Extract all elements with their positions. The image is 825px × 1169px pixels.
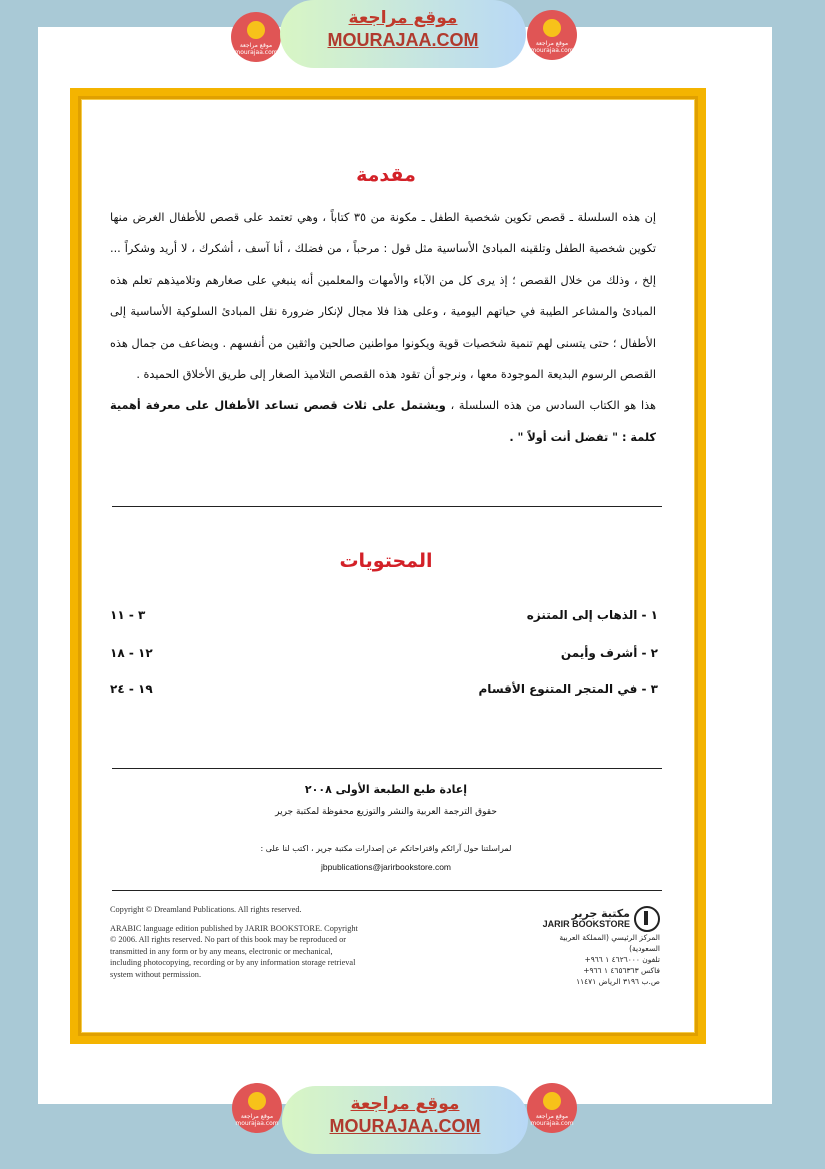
intro-paragraph-1: إن هذه السلسلة ـ قصص تكوين شخصية الطفل ـ مكونة من ٣٥ كتاباً ، وهي تعتمد على قصص للأطفال الغرض منها تكوين شخصية الطفل وتلقينه المبادئ الأساسية مثل قول : مرحباً ، من فضلك ، أنا آسف ، أشكرك ، لا أريد وشكراً ... إلخ ، وذلك من خلال القصص ؛ إذ يرى كل من الآباء والأمهات والمعلمين أنه ينبغي على صغارهم وتلاميذهم تعلم هذه المبادئ والمشاعر الطيبة في حياتهم اليومية ، وعلى هذا فلا مجال لإنكار ضرورة نقل المبادئ السلوكية الأساسية إلى الأطفال ؛ حتى يتسنى لهم تنمية شخصيات قوية ويكونوا مواطنين صالحين واثقين من أنفسهم . ويضاعف من جمال هذه القصص الرسوم البديعة الموجودة معها ، ونرجو أن تقود هذه القصص التلاميذ الصغار إلى طريق الأخلاق الحميدة . (110, 211, 657, 382)
toc-heading: المحتويات (339, 550, 433, 572)
toc-item-pages: ٣ - ١١ (110, 608, 146, 622)
badge-latin: mourajaa.com (530, 1120, 574, 1127)
page-content (90, 110, 682, 1026)
badge-arabic: موقع مراجعة (239, 42, 273, 49)
jarir-logo-icon (634, 906, 660, 932)
badge-latin: mourajaa.com (235, 1120, 279, 1127)
toc-item-title: ١ - الذهاب إلى المتنزه (526, 608, 658, 622)
toc-item-title: ٣ - في المتجر المتنوع الأقسام (478, 682, 658, 696)
publisher-fax: فاكس ٤٦٥٦٣٦٣ ١ ٩٦٦+ (583, 966, 660, 975)
publisher-hq: المركز الرئيسي (المملكة العربية السعودية) (559, 933, 660, 953)
intro-paragraph-2-plain: هذا هو الكتاب السادس من هذه السلسلة ، (450, 399, 657, 413)
toc-item-title: ٢ - أشرف وأيمن (560, 646, 658, 660)
intro-paragraph-2 (110, 390, 656, 453)
english-copyright (110, 904, 360, 988)
banner-latin: MOURAJAA.COM (329, 1116, 481, 1136)
book-icon (247, 21, 265, 39)
copyright-line-1: Copyright © Dreamland Publications. All rights reserved. (110, 905, 302, 914)
site-badge-left-top (231, 12, 281, 62)
book-icon (543, 1092, 561, 1110)
badge-arabic: موقع مراجعة (240, 1113, 274, 1120)
divider-3 (112, 890, 662, 891)
publisher-pobox: ص.ب ٣١٩٦ الرياض ١١٤٧١ (576, 977, 660, 986)
badge-arabic: موقع مراجعة (535, 40, 569, 47)
site-badge-right-bottom (527, 1083, 577, 1133)
edition-title: إعادة طبع الطبعة الأولى ٢٠٠٨ (304, 783, 468, 796)
edition-contact: لمراسلتنا حول آرائكم واقتراحاتكم عن إصدارات مكتبة جرير ، اكتب لنا على : (260, 844, 512, 853)
divider-2 (112, 768, 662, 769)
site-banner-bottom[interactable] (282, 1086, 528, 1154)
toc-item (110, 646, 658, 670)
banner-arabic: موقع مراجعة (348, 8, 458, 28)
book-icon (248, 1092, 266, 1110)
publisher-phone: تلفون ٤٦٢٦٠٠٠ ١ ٩٦٦+ (584, 955, 660, 964)
divider-1 (112, 506, 662, 507)
site-banner-top[interactable] (280, 0, 526, 68)
edition-email[interactable]: jbpublications@jarirbookstore.com (320, 862, 452, 872)
edition-rights: حقوق الترجمة العربية والنشر والتوزيع محفوظة لمكتبة جرير (275, 807, 497, 817)
intro-text (110, 202, 656, 453)
publisher-name-english: JARIR BOOKSTORE (542, 919, 630, 929)
book-icon (543, 19, 561, 37)
intro-heading: مقدمة (356, 164, 416, 186)
badge-latin: mourajaa.com (530, 47, 574, 54)
toc-item-pages: ١٩ - ٢٤ (110, 682, 153, 696)
banner-latin: MOURAJAA.COM (327, 30, 479, 50)
publisher-block (540, 906, 660, 987)
toc-item-pages: ١٢ - ١٨ (110, 646, 153, 660)
publisher-logo (540, 906, 660, 932)
intro-paragraph-2-bold: ويشتمل على ثلاث قصص تساعد الأطفال على معرفة أهمية كلمة : " تفضل أنت أولاً " . (110, 399, 656, 444)
site-badge-left-bottom (232, 1083, 282, 1133)
badge-arabic: موقع مراجعة (535, 1113, 569, 1120)
toc-item (110, 682, 658, 706)
copyright-line-2: ARABIC language edition published by JARIR BOOKSTORE. Copyright © 2006. All rights reserved. No part of this book may be reproduced or transmitted in any form or by any means, electronic or mechanical, including photocopying, recording or by any information storage retrieval system without permission. (110, 923, 358, 979)
toc-item (110, 608, 658, 632)
publisher-name-arabic: مكتبة جرير (571, 907, 630, 920)
banner-arabic: موقع مراجعة (350, 1094, 460, 1114)
site-badge-right-top (527, 10, 577, 60)
badge-latin: mourajaa.com (234, 49, 278, 56)
